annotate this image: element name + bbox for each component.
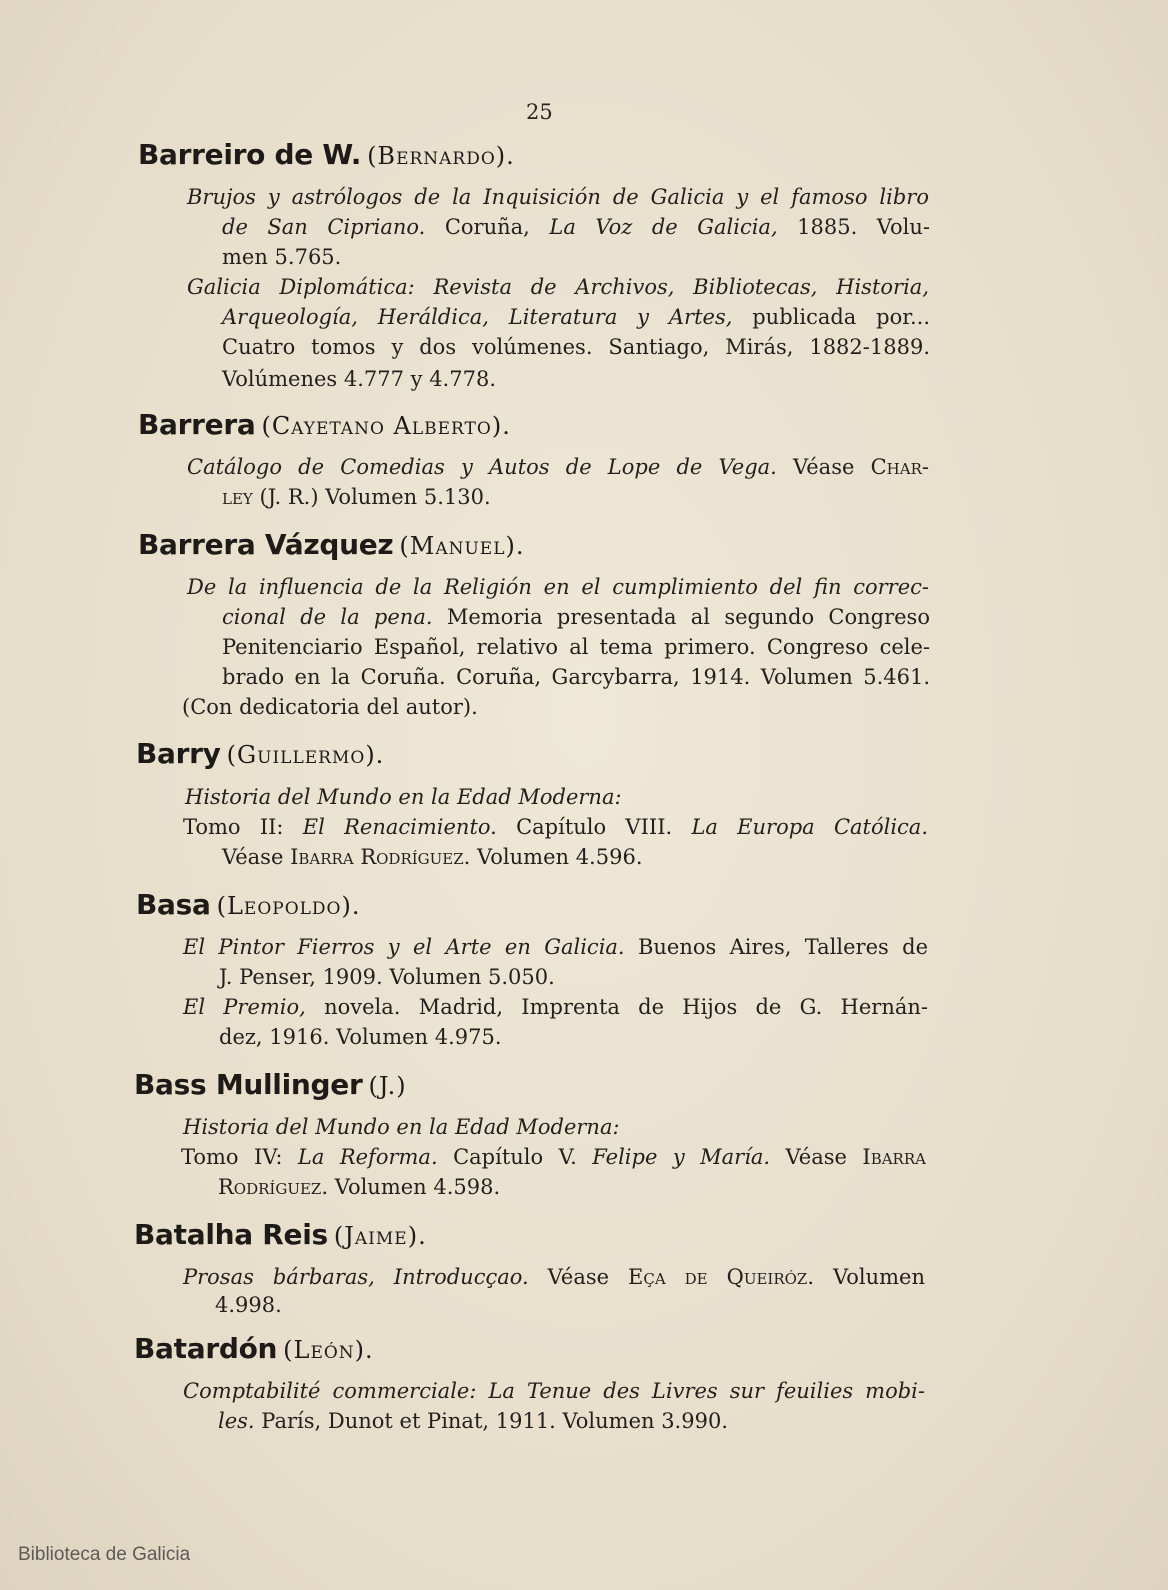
entry-heading [138,138,515,171]
entry-line: de San Cipriano. Coruña, La Voz de Galicia, 1885. Volu- [222,215,930,239]
author-given-name: (Cayetano Alberto). [261,412,511,440]
author-given-name: (León). [283,1336,374,1364]
library-credit: Biblioteca de Galicia [18,1544,191,1565]
entry-line: Brujos y astrólogos de la Inquisición de Galicia y el famoso libro [187,185,929,209]
author-given-name: (Guillermo). [226,741,385,769]
author-surname: Basa [136,888,211,921]
entry-line: Rodríguez. Volumen 4.598. [218,1175,501,1199]
entry-line: cional de la pena. Memoria presentada al segundo Congreso [222,605,930,629]
entry-line: Catálogo de Comedias y Autos de Lope de Vega. Véase Char- [187,455,929,479]
entry-line: les. París, Dunot et Pinat, 1911. Volumen 3.990. [218,1409,728,1433]
entry-line: Volúmenes 4.777 y 4.778. [222,367,496,391]
entry-line: ley (J. R.) Volumen 5.130. [222,485,491,509]
entry-heading [134,1068,407,1101]
author-given-name: (Jaime). [333,1222,427,1250]
entry-line: Véase Ibarra Rodríguez. Volumen 4.596. [222,845,643,869]
entry-line: J. Penser, 1909. Volumen 5.050. [219,965,555,989]
entry-line: Cuatro tomos y dos volúmenes. Santiago, Mirás, 1882-1889. [222,335,930,359]
entry-line: dez, 1916. Volumen 4.975. [219,1025,502,1049]
entry-heading [138,528,525,561]
entry-line: El Pintor Fierros y el Arte en Galicia. Buenos Aires, Talleres de [183,935,928,959]
entry-line: Comptabilité commerciale: La Tenue des Livres sur feuilies mobi- [183,1379,925,1403]
entry-heading [136,888,360,921]
author-surname: Barreiro de W. [138,138,362,171]
entry-line: Tomo II: El Renacimiento. Capítulo VIII. La Europa Católica. [183,815,928,839]
author-surname: Barry [136,737,221,770]
author-surname: Bass Mullinger [134,1068,363,1101]
author-surname: Batalha Reis [134,1218,328,1251]
entry-line: Historia del Mundo en la Edad Moderna: [183,1115,620,1139]
page-number: 25 [526,100,553,124]
author-given-name: (Leopoldo). [216,892,361,920]
entry-line: 4.998. [215,1293,282,1317]
entry-heading [136,737,384,770]
entry-line: Prosas bárbaras, Introducçao. Véase Eça de Queiróz. Volumen [183,1265,925,1289]
entry-line: brado en la Coruña. Coruña, Garcybarra, 1914. Volumen 5.461. [222,665,930,689]
entry-line: El Premio, novela. Madrid, Imprenta de Hijos de G. Hernán- [183,995,928,1019]
author-given-name: (Bernardo). [367,142,515,170]
entry-heading [134,1332,374,1365]
entry-line: (Con dedicatoria del autor). [182,695,478,719]
entry-line: De la influencia de la Religión en el cumplimiento del fin correc- [187,575,929,599]
entry-line: men 5.765. [222,245,342,269]
author-surname: Barrera [138,408,256,441]
author-given-name: (J.) [368,1072,407,1100]
entry-line: Historia del Mundo en la Edad Moderna: [185,785,622,809]
entry-line: Galicia Diplomática: Revista de Archivos, Bibliotecas, Historia, [187,275,929,299]
entry-line: Tomo IV: La Reforma. Capítulo V. Felipe y María. Véase Ibarra [181,1145,926,1169]
entry-heading [138,408,511,441]
author-given-name: (Manuel). [399,532,525,560]
entry-heading [134,1218,427,1251]
author-surname: Barrera Vázquez [138,528,394,561]
author-surname: Batardón [134,1332,278,1365]
entry-line: Penitenciario Español, relativo al tema primero. Congreso cele- [222,635,930,659]
entry-line: Arqueología, Heráldica, Literatura y Artes, publicada por... [222,305,930,329]
